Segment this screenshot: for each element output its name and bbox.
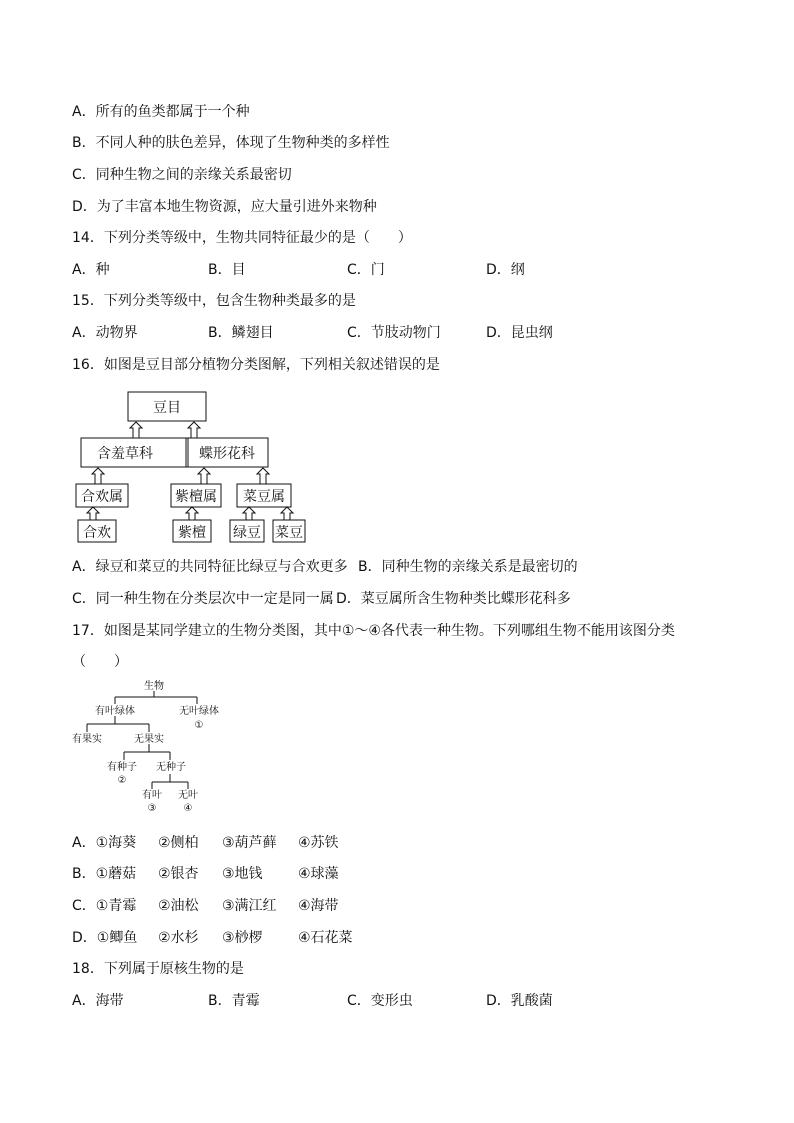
q17-option-c-4: ④海带 xyxy=(298,898,339,914)
arrow-icon xyxy=(257,468,269,484)
q18-option-b: B．青霉 xyxy=(208,993,260,1009)
tree-mark-4: ④ xyxy=(183,803,193,814)
arrow-icon xyxy=(243,507,255,520)
q17-classification-tree xyxy=(60,676,240,826)
q17-option-b-1: B．①蘑菇 xyxy=(72,866,137,882)
q15-option-c: C．节肢动物门 xyxy=(347,325,441,341)
q17-option-a-2: ②侧柏 xyxy=(158,835,199,851)
tree-without-seed: 无种子 xyxy=(156,762,186,773)
q18-option-a: A．海带 xyxy=(72,993,124,1009)
q16-option-b: B．同种生物的亲缘关系是最密切的 xyxy=(358,559,578,575)
label-order: 豆目 xyxy=(153,400,181,416)
q17-stem-tail: （ ） xyxy=(72,654,128,670)
q17-stem: 17．如图是某同学建立的生物分类图，其中①～④各代表一种生物。下列哪组生物不能用该图分类 xyxy=(72,623,675,639)
tree-mark-1: ① xyxy=(194,720,204,731)
q15-option-a: A．动物界 xyxy=(72,325,138,341)
tree-without-chloroplast: 无叶绿体 xyxy=(179,706,219,717)
q14-option-a: A．种 xyxy=(72,262,110,278)
tree-with-seed: 有种子 xyxy=(107,762,137,773)
q14-option-d: D．纲 xyxy=(486,262,525,278)
q16-stem: 16．如图是豆目部分植物分类图解，下列相关叙述错误的是 xyxy=(72,357,440,373)
q14-option-b: B．目 xyxy=(208,262,246,278)
arrow-icon xyxy=(188,422,200,438)
tree-with-leaf: 有叶 xyxy=(142,790,162,801)
q15-stem: 15．下列分类等级中，包含生物种类最多的是 xyxy=(72,293,356,309)
label-genus-1: 合欢属 xyxy=(81,489,123,505)
label-genus-2: 紫檀属 xyxy=(175,489,217,505)
arrow-icon xyxy=(130,422,142,438)
q16-classification-diagram xyxy=(60,380,340,550)
q13-option-c: C．同种生物之间的亲缘关系最密切 xyxy=(72,167,292,183)
label-species-1: 合欢 xyxy=(83,525,111,541)
arrow-icon xyxy=(186,507,198,520)
q14-stem: 14．下列分类等级中，生物共同特征最少的是（ ） xyxy=(72,230,412,246)
q17-option-a-4: ④苏铁 xyxy=(298,835,339,851)
q13-option-a: A．所有的鱼类都属于一个种 xyxy=(72,104,250,120)
tree-without-fruit: 无果实 xyxy=(134,734,164,745)
q17-option-a-3: ③葫芦藓 xyxy=(222,835,277,851)
tree-root: 生物 xyxy=(144,681,164,692)
q17-option-b-2: ②银杏 xyxy=(158,866,199,882)
q18-option-c: C．变形虫 xyxy=(347,993,413,1009)
arrow-icon xyxy=(87,507,99,520)
label-species-4: 菜豆 xyxy=(275,525,303,541)
label-species-2: 紫檀 xyxy=(178,525,206,541)
q17-option-d-1: D．①鲫鱼 xyxy=(72,930,138,946)
label-species-3: 绿豆 xyxy=(233,525,261,541)
q13-option-d: D．为了丰富本地生物资源，应大量引进外来物种 xyxy=(72,199,377,215)
q16-option-d: D．菜豆属所含生物种类比蝶形花科多 xyxy=(336,591,571,607)
q17-option-c-2: ②油松 xyxy=(158,898,199,914)
label-genus-3: 菜豆属 xyxy=(243,489,285,505)
q18-stem: 18．下列属于原核生物的是 xyxy=(72,961,244,977)
q16-option-a: A．绿豆和菜豆的共同特征比绿豆与合欢更多 xyxy=(72,559,348,575)
tree-mark-3: ③ xyxy=(147,803,157,814)
tree-without-leaf: 无叶 xyxy=(178,790,198,801)
q16-option-c: C．同一种生物在分类层次中一定是同一属 xyxy=(72,591,334,607)
q18-option-d: D．乳酸菌 xyxy=(486,993,553,1009)
q17-option-b-3: ③地钱 xyxy=(222,866,263,882)
q15-option-d: D．昆虫纲 xyxy=(486,325,553,341)
arrow-icon xyxy=(281,507,293,520)
tree-mark-2: ② xyxy=(117,775,127,786)
q15-option-b: B．鳞翅目 xyxy=(208,325,274,341)
label-family-right: 蝶形花科 xyxy=(199,446,255,462)
arrow-icon xyxy=(198,468,210,484)
q17-option-c-1: C．①青霉 xyxy=(72,898,137,914)
q14-option-c: C．门 xyxy=(347,262,385,278)
q13-option-b: B．不同人种的肤色差异，体现了生物种类的多样性 xyxy=(72,135,390,151)
tree-with-fruit: 有果实 xyxy=(72,734,102,745)
label-family-left: 含羞草科 xyxy=(97,446,153,462)
tree-with-chloroplast: 有叶绿体 xyxy=(95,706,135,717)
arrow-icon xyxy=(92,468,104,484)
q17-option-a-1: A．①海葵 xyxy=(72,835,137,851)
q17-option-b-4: ④球藻 xyxy=(298,866,339,882)
q17-option-d-4: ④石花菜 xyxy=(298,930,353,946)
q17-option-d-3: ③桫椤 xyxy=(222,930,263,946)
q17-option-d-2: ②水杉 xyxy=(158,930,199,946)
q17-option-c-3: ③满江红 xyxy=(222,898,277,914)
